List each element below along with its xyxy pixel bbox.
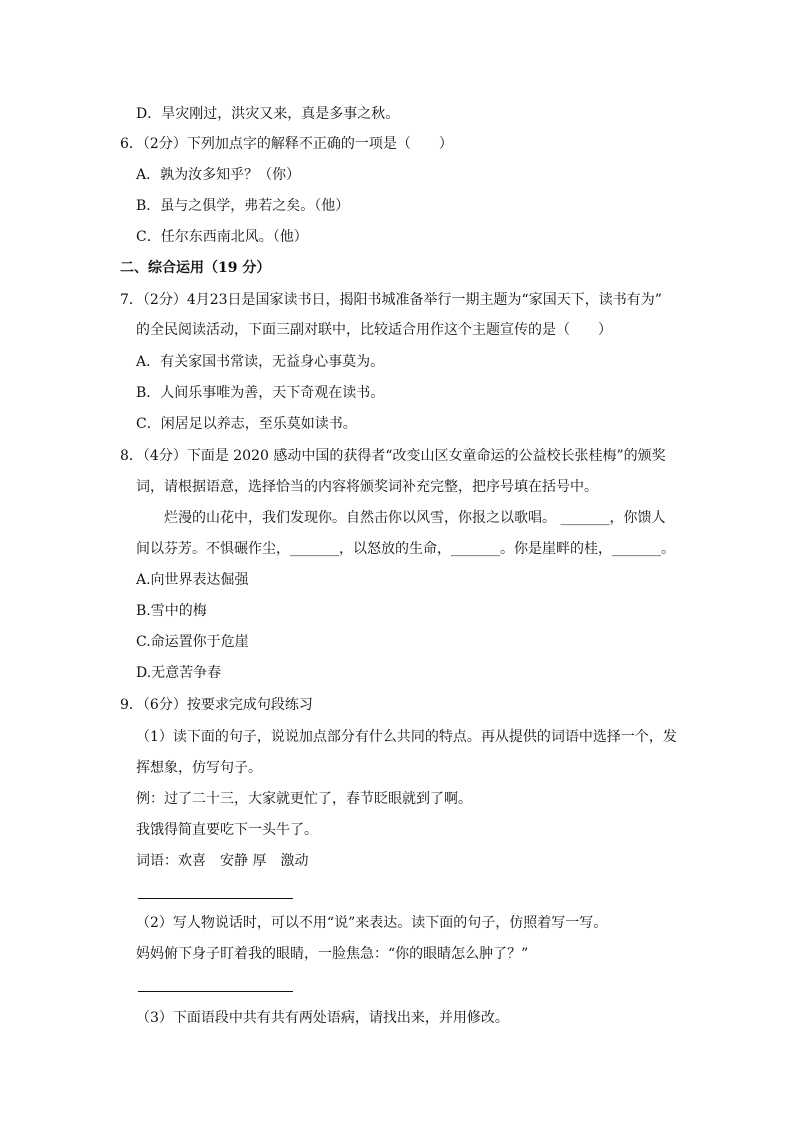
q7-option-a: A．有关家国书常读，无益身心事莫为。 (136, 354, 385, 370)
q9-part1-line1: （1）读下面的句子，说说加点部分有什么共同的特点。再从提供的词语中选择一个，发 (136, 729, 677, 745)
q8-passage-line2: 间以芬芳。不惧碾作尘，_______，以怒放的生命，_______。你是崖畔的桂，_______。 (136, 541, 675, 557)
q7-option-c: C．闲居足以养志，至乐莫如读书。 (136, 416, 357, 432)
q9-part3-stem: （3）下面语段中共有共有两处语病，请找出来，并用修改。 (136, 1010, 509, 1026)
q5-option-d: D．旱灾刚过，洪灾又来，真是多事之秋。 (136, 106, 400, 122)
answer-line-2 (138, 991, 293, 992)
q8-passage-line1: 烂漫的山花中，我们发现你。自然击你以风雪，你报之以歌唱。 _______，你馈人 (164, 510, 666, 526)
q8-choice-a: A.向世界表达倔强 (136, 572, 249, 588)
q9-part1-words: 词语：欢喜 安静 厚 激动 (136, 853, 309, 869)
q7-stem-line2: 的全民阅读活动，下面三副对联中，比较适合用作这个主题宣传的是（ ） (136, 322, 612, 338)
q9-part1-sentence: 我饿得简直要吃下一头牛了。 (136, 822, 318, 838)
answer-line-1 (138, 898, 293, 899)
q6-option-a: A．孰为汝多知乎？（你） (136, 167, 301, 183)
q8-choice-c: C.命运置你于危崖 (136, 634, 249, 650)
q8-choice-b: B.雪中的梅 (136, 603, 207, 619)
q8-stem-line1: 8．（4分）下面是 2020 感动中国的获得者“改变山区女童命运的公益校长张桂梅”的颁奖 (120, 448, 666, 464)
q7-option-b: B．人间乐事唯为善，天下奇观在读书。 (136, 385, 385, 401)
q6-option-c: C．任尔东西南北风。（他） (136, 229, 308, 245)
q9-part2-sentence: 妈妈俯下身子盯着我的眼睛，一脸焦急：“你的眼睛怎么肿了？” (136, 946, 529, 962)
q9-part1-line2: 挥想象，仿写句子。 (136, 760, 262, 776)
q8-choice-d: D.无意苦争春 (136, 665, 222, 681)
section-heading: 二、综合运用（19 分） (120, 260, 271, 276)
q9-stem: 9．（6分）按要求完成句段练习 (120, 697, 313, 713)
q7-stem-line1: 7．（2分）4月23日是国家读书日，揭阳书城准备举行一期主题为“家国天下，读书有为” (120, 292, 662, 308)
q6-stem: 6．（2分）下列加点字的解释不正确的一项是（ ） (120, 136, 453, 152)
q8-stem-line2: 词，请根据语意，选择恰当的内容将颁奖词补充完整，把序号填在括号中。 (136, 479, 598, 495)
q6-option-b: B．虽与之俱学，弗若之矣。（他） (136, 198, 350, 214)
q9-part1-example: 例：过了二十三，大家就更忙了，春节眨眼就到了啊。 (136, 791, 472, 807)
q9-part2-stem: （2）写人物说话时，可以不用“说”来表达。读下面的句子，仿照着写一写。 (136, 915, 608, 931)
